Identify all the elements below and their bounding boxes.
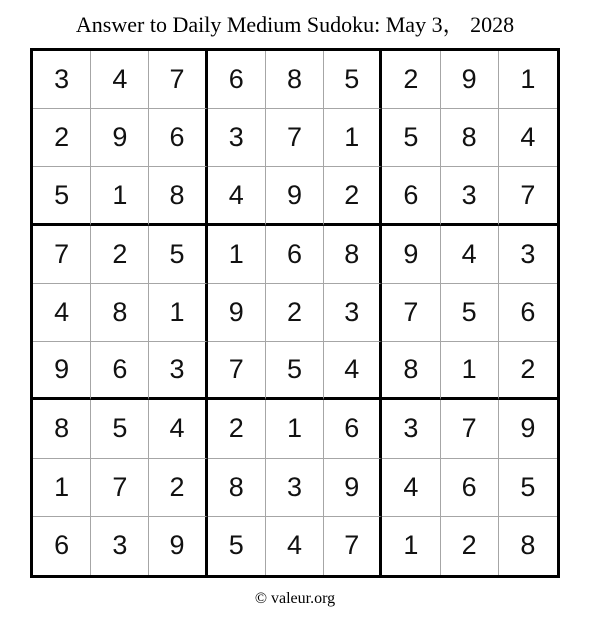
sudoku-cell-r2-c6[interactable]: 1 <box>324 109 382 167</box>
sudoku-cell-r4-c9[interactable]: 3 <box>499 226 557 284</box>
sudoku-cell-r3-c2[interactable]: 1 <box>91 167 149 225</box>
sudoku-cell-r6-c1[interactable]: 9 <box>33 342 91 400</box>
sudoku-cell-r1-c2[interactable]: 4 <box>91 51 149 109</box>
sudoku-cell-r8-c6[interactable]: 9 <box>324 459 382 517</box>
sudoku-cell-r3-c3[interactable]: 8 <box>149 167 207 225</box>
sudoku-cell-r9-c4[interactable]: 5 <box>208 517 266 575</box>
sudoku-cell-r1-c4[interactable]: 6 <box>208 51 266 109</box>
sudoku-cell-r8-c5[interactable]: 3 <box>266 459 324 517</box>
sudoku-cell-r1-c3[interactable]: 7 <box>149 51 207 109</box>
sudoku-cell-r7-c7[interactable]: 3 <box>382 400 440 458</box>
sudoku-cell-r2-c3[interactable]: 6 <box>149 109 207 167</box>
sudoku-cell-r2-c4[interactable]: 3 <box>208 109 266 167</box>
sudoku-cell-r2-c1[interactable]: 2 <box>33 109 91 167</box>
sudoku-cell-r5-c7[interactable]: 7 <box>382 284 440 342</box>
sudoku-cell-r9-c3[interactable]: 9 <box>149 517 207 575</box>
sudoku-cell-r4-c8[interactable]: 4 <box>441 226 499 284</box>
sudoku-board <box>30 48 560 578</box>
sudoku-cell-r2-c2[interactable]: 9 <box>91 109 149 167</box>
sudoku-cell-r8-c1[interactable]: 1 <box>33 459 91 517</box>
sudoku-cell-r2-c8[interactable]: 8 <box>441 109 499 167</box>
sudoku-cell-r6-c7[interactable]: 8 <box>382 342 440 400</box>
sudoku-cell-r7-c6[interactable]: 6 <box>324 400 382 458</box>
sudoku-cell-r1-c7[interactable]: 2 <box>382 51 440 109</box>
sudoku-cell-r3-c6[interactable]: 2 <box>324 167 382 225</box>
sudoku-cell-r7-c4[interactable]: 2 <box>208 400 266 458</box>
sudoku-cell-r1-c6[interactable]: 5 <box>324 51 382 109</box>
sudoku-cell-r6-c5[interactable]: 5 <box>266 342 324 400</box>
sudoku-cell-r9-c8[interactable]: 2 <box>441 517 499 575</box>
sudoku-cell-r5-c1[interactable]: 4 <box>33 284 91 342</box>
sudoku-cell-r6-c4[interactable]: 7 <box>208 342 266 400</box>
sudoku-cell-r6-c2[interactable]: 6 <box>91 342 149 400</box>
sudoku-cell-r5-c8[interactable]: 5 <box>441 284 499 342</box>
sudoku-cell-r4-c7[interactable]: 9 <box>382 226 440 284</box>
sudoku-cell-r5-c2[interactable]: 8 <box>91 284 149 342</box>
sudoku-cell-r2-c5[interactable]: 7 <box>266 109 324 167</box>
sudoku-cell-r2-c7[interactable]: 5 <box>382 109 440 167</box>
sudoku-cell-r6-c8[interactable]: 1 <box>441 342 499 400</box>
page-title: Answer to Daily Medium Sudoku: May 3， 2028 <box>75 12 515 37</box>
sudoku-cell-r8-c4[interactable]: 8 <box>208 459 266 517</box>
sudoku-cell-r9-c1[interactable]: 6 <box>33 517 91 575</box>
sudoku-cell-r8-c3[interactable]: 2 <box>149 459 207 517</box>
sudoku-cell-r1-c1[interactable]: 3 <box>33 51 91 109</box>
sudoku-cell-r9-c7[interactable]: 1 <box>382 517 440 575</box>
sudoku-cell-r7-c2[interactable]: 5 <box>91 400 149 458</box>
sudoku-cell-r4-c1[interactable]: 7 <box>33 226 91 284</box>
sudoku-cell-r4-c2[interactable]: 2 <box>91 226 149 284</box>
sudoku-cell-r7-c3[interactable]: 4 <box>149 400 207 458</box>
sudoku-cell-r4-c4[interactable]: 1 <box>208 226 266 284</box>
sudoku-cell-r7-c9[interactable]: 9 <box>499 400 557 458</box>
sudoku-cell-r5-c6[interactable]: 3 <box>324 284 382 342</box>
sudoku-cell-r5-c3[interactable]: 1 <box>149 284 207 342</box>
copyright-footer: © valeur.org <box>254 590 336 607</box>
sudoku-cell-r5-c5[interactable]: 2 <box>266 284 324 342</box>
sudoku-cell-r3-c8[interactable]: 3 <box>441 167 499 225</box>
sudoku-cell-r3-c9[interactable]: 7 <box>499 167 557 225</box>
sudoku-cell-r3-c5[interactable]: 9 <box>266 167 324 225</box>
sudoku-cell-r9-c2[interactable]: 3 <box>91 517 149 575</box>
sudoku-cell-r3-c4[interactable]: 4 <box>208 167 266 225</box>
sudoku-cell-r9-c9[interactable]: 8 <box>520 530 536 561</box>
sudoku-cell-r5-c4[interactable]: 9 <box>208 284 266 342</box>
sudoku-cell-r4-c6[interactable]: 8 <box>324 226 382 284</box>
sudoku-cell-r6-c6[interactable]: 4 <box>324 342 382 400</box>
sudoku-cell-r4-c5[interactable]: 6 <box>266 226 324 284</box>
sudoku-cell-r8-c9[interactable]: 5 <box>499 459 557 517</box>
sudoku-cell-r8-c8[interactable]: 6 <box>441 459 499 517</box>
sudoku-cell-r4-c3[interactable]: 5 <box>149 226 207 284</box>
sudoku-cell-r8-c7[interactable]: 4 <box>382 459 440 517</box>
sudoku-cell-r3-c7[interactable]: 6 <box>382 167 440 225</box>
sudoku-cell-r2-c9[interactable]: 4 <box>499 109 557 167</box>
sudoku-cell-r1-c5[interactable]: 8 <box>266 51 324 109</box>
sudoku-cell-r9-c6[interactable]: 7 <box>324 517 382 575</box>
sudoku-cell-r8-c2[interactable]: 7 <box>91 459 149 517</box>
sudoku-cell-r7-c8[interactable]: 7 <box>441 400 499 458</box>
sudoku-cell-r3-c1[interactable]: 5 <box>33 167 91 225</box>
sudoku-cell-r7-c1[interactable]: 8 <box>33 400 91 458</box>
sudoku-cell-r1-c8[interactable]: 9 <box>441 51 499 109</box>
sudoku-cell-r6-c3[interactable]: 3 <box>149 342 207 400</box>
sudoku-cell-r1-c9[interactable]: 1 <box>499 51 557 109</box>
sudoku-cell-r7-c5[interactable]: 1 <box>266 400 324 458</box>
sudoku-cell-r9-c5[interactable]: 4 <box>266 517 324 575</box>
sudoku-cell-r6-c9[interactable]: 2 <box>499 342 557 400</box>
sudoku-cell-r5-c9[interactable]: 6 <box>499 284 557 342</box>
